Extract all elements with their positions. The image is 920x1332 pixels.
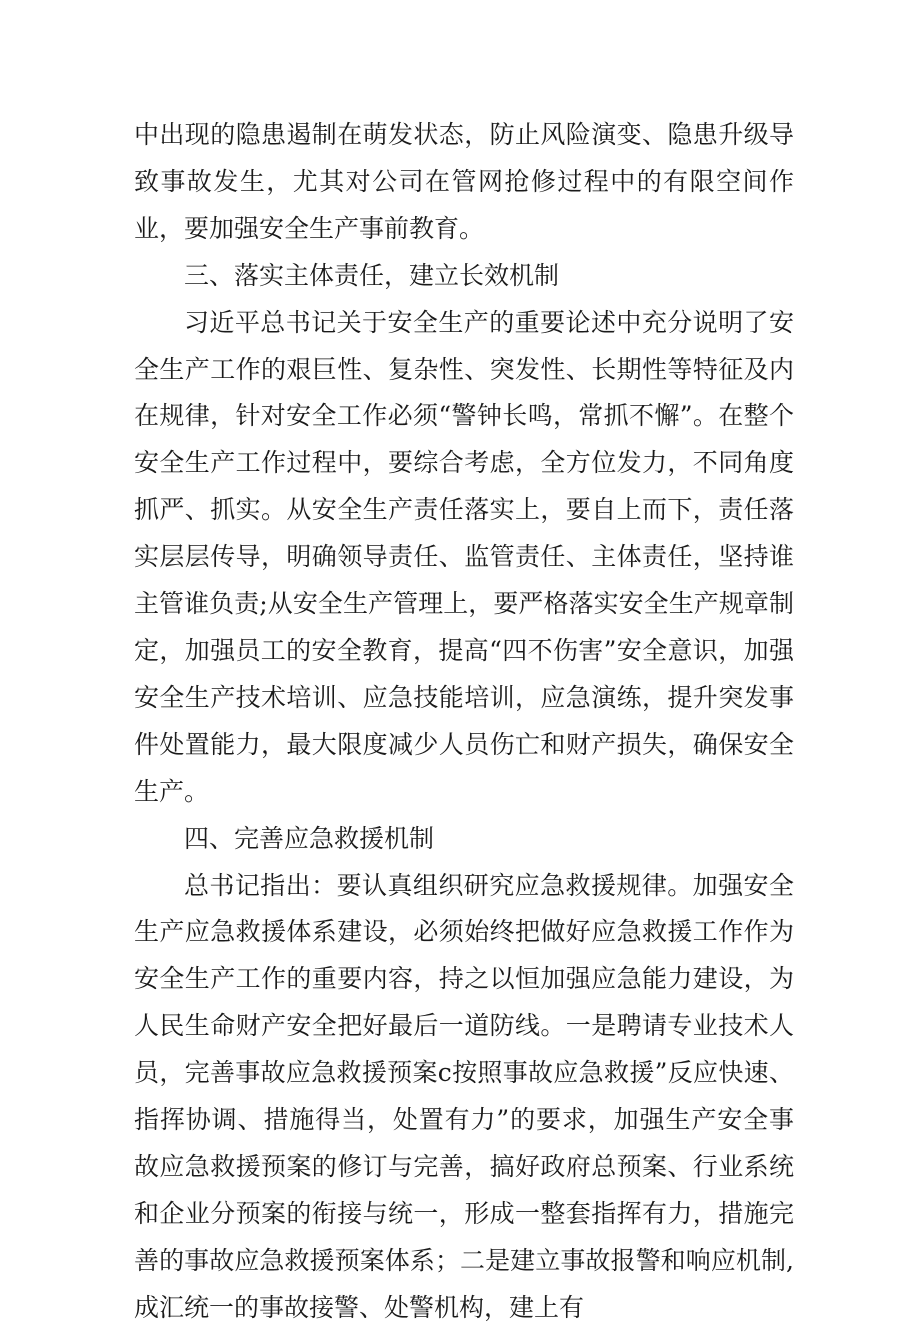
- section-heading-4: 四、完善应急救援机制: [184, 823, 435, 853]
- paragraph-body-1: 习近平总书记关于安全生产的重要论述中充分说明了安全生产工作的艰巨性、复杂性、突发性、长期性等特征及内在规律，针对安全工作必须“警钟长鸣，常抓不懈”。在整个安全生产工作过程中，要综合考虑，全方位发力，不同角度抓严、抓实。从安全生产责任落实上，要自上而下，责任落实层层传导，明确领导责任、监管责任、主体责任，坚持谁主管谁负责;从安全生产管理上，要严格落实安全生产规章制定，加强员工的安全教育，提高“四不伤害”安全意识，加强安全生产技术培训、应急技能培训，应急演练，提升突发事件处置能力，最大限度减少人员伤亡和财产损失，确保安全生产。: [134, 307, 794, 806]
- document-page: [134, 112, 794, 1332]
- section-heading-3: 三、落实主体责任，建立长效机制: [184, 260, 560, 290]
- paragraph-body-2: 总书记指出：要认真组织研究应急救援规律。加强安全生产应急救援体系建设，必须始终把做好应急救援工作作为安全生产工作的重要内容，持之以恒加强应急能力建设，为人民生命财产安全把好最后一道防线。一是聘请专业技术人员，完善事故应急救援预案c按照事故应急救援”反应快速、指挥协调、措施得当，处置有力”的要求，加强生产安全事故应急救援预案的修订与完善，搞好政府总预案、行业系统和企业分预案的衔接与统一，形成一整套指挥有力，措施完善的事故应急救援预案体系；二是建立事故报警和响应机制,成汇统一的事故接警、处警机构，建上有: [134, 870, 794, 1322]
- paragraph-continuation: 中出现的隐患遏制在萌发状态，防止风险演变、隐患升级导致事故发生，尤其对公司在管网抢修过程中的有限空间作业，要加强安全生产事前教育。: [134, 120, 794, 243]
